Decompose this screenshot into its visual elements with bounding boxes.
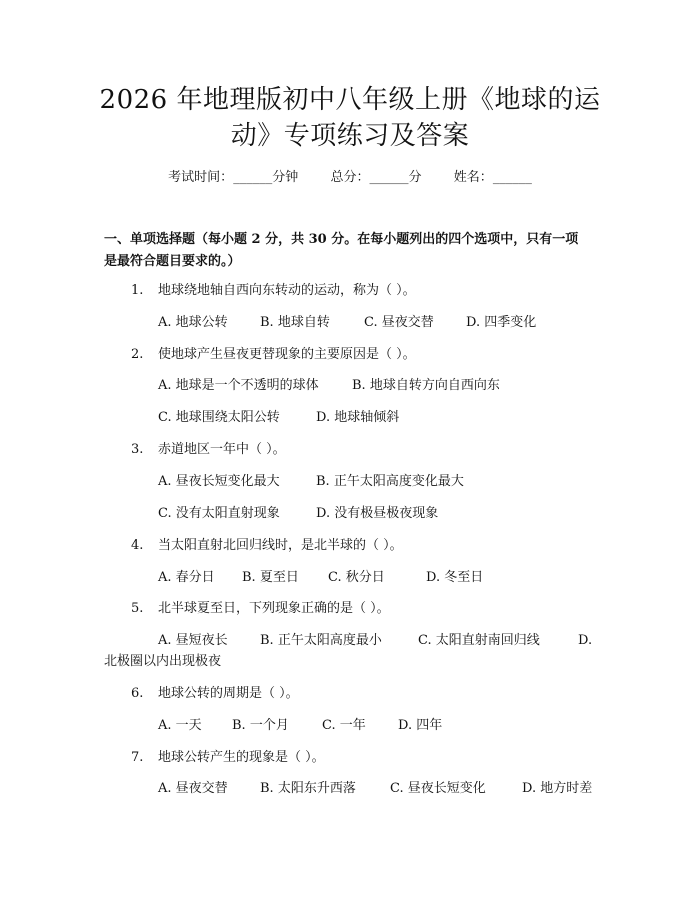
option-b: B. 地球自转方向自西向东 bbox=[352, 378, 500, 393]
time-unit: 分钟 bbox=[272, 170, 299, 185]
question-text: 地球公转产生的现象是（ ）。 bbox=[158, 750, 325, 765]
section-heading-line-1: 一、单项选择题（每小题 2 分，共 30 分。在每小题列出的四个选项中，只有一项 bbox=[104, 232, 579, 247]
question-number: 6. bbox=[131, 686, 144, 701]
question-number: 3. bbox=[131, 442, 144, 457]
score-label: 总分： bbox=[330, 170, 370, 185]
document-title-line-2: 动》专项练习及答案 bbox=[230, 121, 470, 151]
option-a: A. 昼夜交替 bbox=[158, 781, 228, 796]
option-a: A. 地球公转 bbox=[158, 315, 228, 330]
option-c: C. 一年 bbox=[322, 718, 366, 733]
option-c: C. 地球围绕太阳公转 bbox=[158, 410, 280, 425]
question-2 bbox=[131, 347, 416, 363]
question-number: 5. bbox=[131, 601, 144, 616]
document-title-line-1: 2026 年地理版初中八年级上册《地球的运 bbox=[99, 85, 601, 115]
option-b: B. 太阳东升西落 bbox=[260, 781, 356, 796]
time-blank: ______ bbox=[233, 170, 273, 185]
option-a: A. 昼短夜长 bbox=[158, 633, 228, 648]
question-4 bbox=[131, 538, 403, 554]
option-b: B. 夏至日 bbox=[242, 570, 299, 585]
option-d: D. 地方时差 bbox=[522, 781, 593, 796]
question-3 bbox=[131, 442, 286, 458]
question-number: 2. bbox=[131, 347, 144, 362]
section-heading-line-2: 是最符合题目要求的。） bbox=[104, 254, 241, 269]
option-a: A. 昼夜长短变化最大 bbox=[158, 474, 280, 489]
question-1 bbox=[131, 283, 416, 299]
question-number: 1. bbox=[131, 283, 144, 298]
option-c: C. 昼夜交替 bbox=[364, 315, 434, 330]
option-c: C. 没有太阳直射现象 bbox=[158, 506, 280, 521]
question-7 bbox=[131, 750, 325, 766]
question-text: 地球绕地轴自西向东转动的运动，称为（ ）。 bbox=[158, 283, 416, 298]
option-d: D. 四年 bbox=[398, 718, 443, 733]
option-c: C. 太阳直射南回归线 bbox=[418, 633, 540, 648]
question-text: 地球公转的周期是（ ）。 bbox=[158, 686, 299, 701]
question-6 bbox=[131, 686, 299, 702]
question-number: 7. bbox=[131, 750, 144, 765]
question-5 bbox=[131, 601, 390, 617]
question-text: 使地球产生昼夜更替现象的主要原因是（ ）。 bbox=[158, 347, 416, 362]
option-a: A. 春分日 bbox=[158, 570, 215, 585]
exam-info bbox=[0, 170, 700, 186]
time-label: 考试时间： bbox=[168, 170, 234, 185]
option-b: B. 正午太阳高度最小 bbox=[260, 633, 382, 648]
question-text: 北半球夏至日，下列现象正确的是（ ）。 bbox=[158, 601, 390, 616]
question-text: 赤道地区一年中（ ）。 bbox=[158, 442, 286, 457]
question-number: 4. bbox=[131, 538, 144, 553]
option-c: C. 秋分日 bbox=[328, 570, 385, 585]
option-d: D. 地球轴倾斜 bbox=[316, 410, 400, 425]
option-b: B. 地球自转 bbox=[260, 315, 330, 330]
score-unit: 分 bbox=[408, 170, 422, 185]
option-c: C. 昼夜长短变化 bbox=[390, 781, 486, 796]
option-a: A. 地球是一个不透明的球体 bbox=[158, 378, 319, 393]
name-blank: ______ bbox=[492, 170, 532, 185]
option-d-continued: 北极圈以内出现极夜 bbox=[104, 654, 222, 669]
option-d: D. 四季变化 bbox=[466, 315, 537, 330]
option-b: B. 一个月 bbox=[232, 718, 289, 733]
score-blank: ______ bbox=[369, 170, 409, 185]
option-b: B. 正午太阳高度变化最大 bbox=[316, 474, 464, 489]
option-d: D. 冬至日 bbox=[426, 570, 484, 585]
option-a: A. 一天 bbox=[158, 718, 202, 733]
option-d: D. 没有极昼极夜现象 bbox=[316, 506, 439, 521]
name-label: 姓名： bbox=[453, 170, 493, 185]
question-text: 当太阳直射北回归线时，是北半球的（ ）。 bbox=[158, 538, 403, 553]
option-d: D. bbox=[578, 633, 593, 648]
